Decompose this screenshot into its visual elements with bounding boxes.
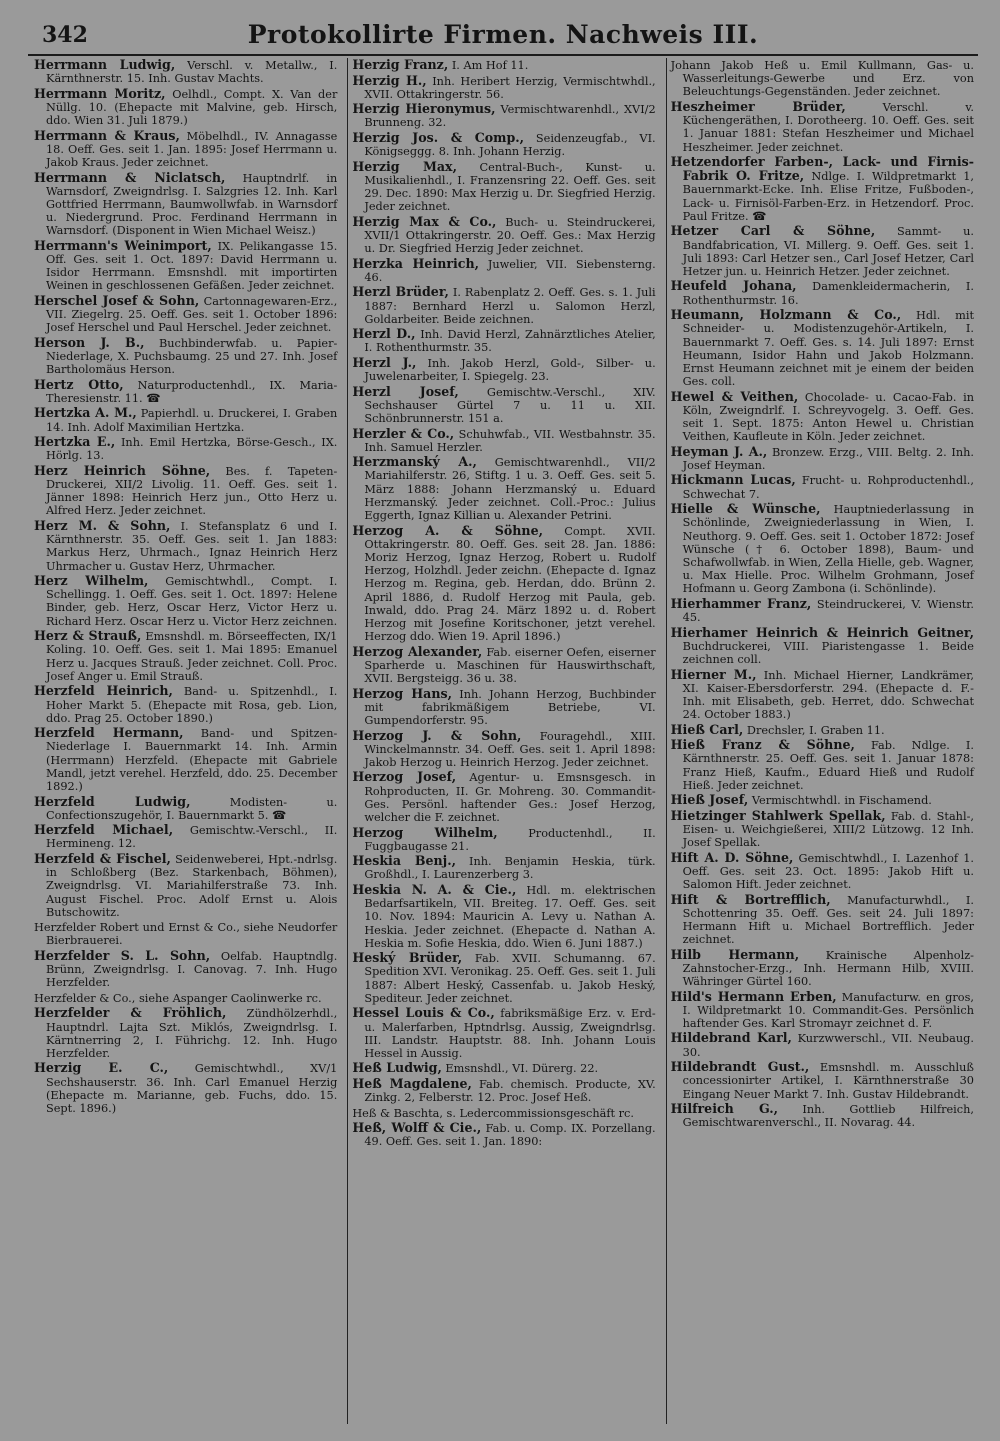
firm-name: Herzfeld & Fischel, [34, 850, 171, 866]
firm-details: Inh. Jakob Herzl, Gold-, Silber- u. Juwelenarbeiter, I. Spiegelg. 23. [364, 356, 656, 384]
directory-entry [671, 445, 974, 472]
directory-entry [671, 626, 974, 667]
firm-details: Compt. XVII. Ottakringerstr. 80. Oeff. Ges. seit 28. Jan. 1886: Moriz Herzog, Ignaz Herzog, Robert u. Rudolf Herzog, Holzhdl. Jeder zeichn. (Ehepacte d. Ignaz Herzog m. Regina, geb. Herdan, ddo. Brünn 2. April 1886, d. Rudolf Herzog mit Paula, geb. Inwald, ddo. Prag 24. März 1892 u. d. Robert Herzog mit Josefine Koritschoner, jetzt verehel. Herzog ddo. Wien 19. April 1896.) [364, 524, 656, 644]
firm-name: Herzog Alexander, [352, 643, 483, 659]
directory-entry [671, 851, 974, 892]
firm-name: Heszheimer Brüder, [670, 98, 846, 114]
firm-name: Herzig H., [352, 72, 427, 88]
firm-name: Herrmann & Niclatsch, [34, 169, 226, 185]
directory-entry [34, 435, 337, 462]
directory-entry [352, 427, 655, 454]
firm-name: Herzfelder S. L. Sohn, [34, 947, 211, 963]
directory-entry [352, 770, 655, 824]
firm-name: Hessel Louis & Co., [352, 1005, 495, 1021]
directory-entry [34, 684, 337, 725]
firm-details: Band- u. Spitzenhdl., I. Hoher Markt 5. (Ehepacte mit Rosa, geb. Lion, ddo. Prag 25. October 1890.) [46, 685, 338, 725]
firm-name: Herson J. B., [34, 334, 145, 350]
directory-entry [671, 100, 974, 154]
directory-entry [671, 390, 974, 444]
firm-details: Modisten- u. Confectionszugehör, I. Bauernmarkt 5. ☎ [46, 795, 338, 822]
directory-entry [352, 883, 655, 950]
directory-entry [352, 1006, 655, 1060]
firm-details: I. Am Hof 11. [451, 59, 529, 72]
firm-details: Naturproductenhdl., IX. Maria-Theresienstr. 11. ☎ [46, 378, 338, 405]
directory-entry [352, 1077, 655, 1104]
column-right [666, 58, 978, 1424]
firm-details: Oelfab. Hauptndlg. Brünn, Zweigndrlsg. I. Canovag. 7. Inh. Hugo Herzfelder. [46, 949, 338, 990]
firm-details: Vermischtwarenhdl., XVI/2 Brunneng. 32. [364, 103, 656, 130]
directory-entry [34, 949, 337, 990]
firm-details: fabriksmäßige Erz. v. Erd- u. Malerfarben, Hptndrlsg. Aussig, Zweigndrlsg. III. Landstr. Hauptstr. 88. Inh. Johann Louis Hessel in Aussig. [364, 1007, 656, 1060]
firm-name: Hetzendorfer Farben-, Lack- und Firnis-Fabrik O. Fritze, [670, 154, 974, 184]
directory-entry [352, 1106, 655, 1120]
directory-entry [34, 239, 337, 293]
firm-details: Zündhölzerhdl., Hauptndrl. Lajta Szt. Miklós, Zweigndrlsg. I. Kärntnerring 2, I. Führichg. 12. Inh. Hugo Herzfelder. [46, 1007, 338, 1060]
firm-details: Fab. XVII. Schumanng. 67. Spedition XVI. Veronikag. 25. Oeff. Ges. seit 1. Juli 1887: Albert Heský, Cassenfab. u. Jakob Heský, Spediteur. Jeder zeichnet. [364, 952, 656, 1005]
firm-details: Manufacturw. en gros, I. Wildpretmarkt 10. Commandit-Ges. Persönlich haftender Ges. Karl Stromayr zeichnet d. F. [682, 990, 974, 1030]
directory-entry [352, 356, 655, 383]
firm-details: Central-Buch-, Kunst- u. Musikalienhdl., I. Franzensring 22. Oeff. Ges. seit 29. Dec. 1890: Max Herzig u. Dr. Siegfried Herzig. Jeder zeichnet. [364, 160, 656, 214]
directory-entry [671, 1060, 974, 1101]
firm-name: Herrmann Moritz, [34, 85, 166, 101]
firm-name: Heß Magdalene, [352, 1075, 472, 1091]
firm-details: Hdl. m. elektrischen Bedarfsartikeln, VII. Breiteg. 17. Oeff. Ges. seit 10. Nov. 1894: Mauricin A. Levy u. Nathan A. Heskia. Jeder zeichnet. (Ehepacte d. Nathan A. Heskia m. Sofie Heskia, ddo. Wien 6. Juni 1887.) [364, 883, 656, 950]
firm-details: Juwelier, VII. Siebensterng. 46. [364, 257, 656, 284]
firm-details: Fab. d. Stahl-, Eisen- u. Weichgießerei, XIII/2 Lützowg. 12 Inh. Josef Spellak. [682, 809, 974, 850]
directory-entry [352, 854, 655, 881]
firm-name: Herzfeld Heinrich, [34, 683, 173, 699]
firm-name: Hertzka E., [34, 434, 116, 450]
directory-entry [34, 406, 337, 433]
directory-entry [352, 951, 655, 1005]
firm-details: I. Rabenplatz 2. Oeff. Ges. s. 1. Juli 1887: Bernhard Herzl u. Salomon Herzl, Goldarbeiter. Beide zeichnen. [364, 286, 656, 326]
firm-name: Hift A. D. Söhne, [670, 849, 794, 865]
firm-details: Hdl. mit Schneider- u. Modistenzugehör-Artikeln, I. Bauernmarkt 7. Oeff. Ges. s. 14. Juli 1897: Ernst Heumann, Isidor Hahn und Jakob Holzmann. Ernst Heumann zeichnet mit je einem der beiden Ges. coll. [682, 309, 974, 389]
firm-name: Herzog Josef, [352, 769, 457, 785]
firm-name: Hieß Franz & Söhne, [670, 737, 855, 753]
firm-details: Inh. Heribert Herzig, Vermischtwhdl., XVII. Ottakringerstr. 56. [364, 74, 656, 101]
firm-details: Herzfelder Robert und Ernst & Co., siehe Neudorfer Bierbrauerei. [34, 921, 338, 948]
directory-entry [34, 171, 337, 238]
firm-name: Herzfeld Hermann, [34, 725, 184, 741]
firm-name: Heskia N. A. & Cie., [352, 881, 517, 897]
directory-entry [34, 294, 337, 335]
firm-name: Heß Ludwig, [352, 1060, 442, 1076]
firm-details: Papierhdl. u. Druckerei, I. Graben 14. Inh. Adolf Maximilian Hertzka. [46, 407, 338, 434]
directory-entry [34, 129, 337, 170]
column-middle [347, 58, 659, 1424]
directory-entry [671, 473, 974, 500]
firm-name: Heský Brüder, [352, 950, 463, 966]
firm-name: Herzfelder & Fröhlich, [34, 1005, 227, 1021]
firm-details: Emsnshdl. m. Ausschluß concessionirter Artikel, I. Kärnthnerstraße 30 Eingang Neuer Markt 7. Inh. Gustav Hildebrandt. [682, 1061, 974, 1101]
firm-name: Herz M. & Sohn, [34, 517, 171, 533]
column-left [30, 58, 341, 1424]
directory-entry [352, 131, 655, 158]
directory-entry [352, 455, 655, 522]
firm-name: Herz Heinrich Söhne, [34, 462, 211, 478]
firm-details: Emsnshdl., VI. Dürerg. 22. [445, 1062, 599, 1076]
firm-details: Vermischtwhdl. in Fischamend. [751, 794, 932, 808]
firm-details: Hauptndrlf. in Warnsdorf, Zweigndrlsg. I. Salzgries 12. Inh. Karl Gottfried Herrmann, Baumwollwfab. in Warnsdorf u. Niedergrund. Proc. Ferdinand Herrmann in Warnsdorf. (Disponent in Wien Michael Weisz.) [46, 171, 338, 238]
firm-name: Herzfeld Ludwig, [34, 793, 191, 809]
firm-name: Herschel Josef & Sohn, [34, 292, 200, 308]
firm-name: Heß, Wolff & Cie., [352, 1120, 482, 1136]
firm-name: Herzler & Co., [352, 425, 455, 441]
firm-name: Herzig Jos. & Comp., [352, 129, 525, 145]
firm-details: Seidenzeugfab., VI. Königseggg. 8. Inh. Johann Herzig. [364, 131, 656, 159]
firm-name: Hilb Hermann, [670, 946, 800, 962]
directory-entry [671, 948, 974, 989]
directory-entry [671, 308, 974, 388]
firm-name: Herzka Heinrich, [352, 255, 479, 271]
firm-details: Ndlge. I. Wildpretmarkt 1, Bauernmarkt-Ecke. Inh. Elise Fritze, Fußboden-, Lack- u. Firnisöl-Farben-Erz. in Hetzendorf. Proc. Paul Fritze. ☎ [682, 170, 974, 223]
firm-details: Fouragehdl., XIII. Winckelmannstr. 34. Oeff. Ges. seit 1. April 1898: Jakob Herzog u. Heinrich Herzog. Jeder zeichnet. [364, 729, 656, 769]
firm-name: Hickmann Lucas, [670, 472, 796, 488]
running-title: Protokollirte Firmen. Nachweis III. [247, 20, 759, 49]
directory-entry [671, 990, 974, 1031]
directory-entry [671, 668, 974, 722]
firm-details: Cartonnagewaren-Erz., VII. Ziegelrg. 25. Oeff. Ges. seit 1. October 1896: Josef Herschel und Paul Herschel. Jeder zeichnet. [46, 294, 338, 335]
firm-details: Verschl. v. Metallw., I. Kärnthnerstr. 15. Inh. Gustav Machts. [46, 59, 338, 86]
firm-name: Herzog J. & Sohn, [352, 727, 522, 743]
firm-details: Schuhwfab., VII. Westbahnstr. 35. Inh. Samuel Herzler. [364, 427, 656, 454]
directory-entry [352, 257, 655, 284]
firm-name: Herz & Strauß, [34, 628, 142, 644]
directory-entry [34, 823, 337, 850]
firm-name: Heufeld Johana, [670, 278, 797, 294]
firm-details: Productenhdl., II. Fuggbaugasse 21. [364, 826, 656, 853]
firm-details: Manufacturwhdl., I. Schottenring 35. Oeff. Ges. seit 24. Juli 1897: Hermann Hift u. Michael Bortrefflich. Jeder zeichnet. [682, 893, 974, 947]
firm-name: Hertz Otto, [34, 376, 124, 392]
firm-name: Herzog Hans, [352, 685, 452, 701]
firm-details: Bes. f. Tapeten-Druckerei, XII/2 Livolig. 11. Oeff. Ges. seit 1. Jänner 1898: Heinrich Herz jun., Otto Herz u. Alfred Herz. Jeder zeichnet. [46, 464, 338, 518]
directory-entry [34, 852, 337, 919]
firm-name: Herrmann Ludwig, [34, 58, 176, 72]
firm-name: Hift & Bortrefflich, [670, 891, 831, 907]
directory-entry [34, 336, 337, 377]
firm-details: Inh. Emil Hertzka, Börse-Gesch., IX. Hörlg. 13. [46, 436, 338, 463]
firm-details: Bronzew. Erzg., VIII. Beltg. 2. Inh. Josef Heyman. [682, 445, 974, 472]
firm-details: Hauptniederlassung in Schönlinde, Zweigniederlassung in Wien, I. Neuthorg. 9. Oeff. Ges. seit 1. October 1872: Josef Wünsche († 6. October 1898), Baum- und Schafwollwfab. in Wien, Zella Hielle, geb. Wagner, u. Max Hielle. Proc. Wilhelm Grohmann, Josef Hofmann u. Georg Zambona (i. Schönlinde). [682, 503, 974, 596]
page-header [28, 14, 978, 56]
firm-name: Herzl J., [352, 354, 417, 370]
firm-details: Agentur- u. Emsnsgesch. in Rohproducten, II. Gr. Mohreng. 30. Commandit-Ges. Persönl. haftender Ges.: Josef Herzog, welcher die F. zeichnet. [364, 771, 656, 825]
firm-name: Hertzka A. M., [34, 405, 137, 421]
firm-name: Herzl D., [352, 326, 416, 342]
firm-details: Inh. Benjamin Heskia, türk. Großhdl., I. Laurenzerberg 3. [364, 855, 656, 882]
firm-details: Frucht- u. Rohproductenhdl., Schwechat 7. [682, 474, 974, 501]
firm-details: Seidenweberei, Hpt.-ndrlsg. in Schloßberg (Bez. Starkenbach, Böhmen), Zweigndrlsg. VI. Mariahilferstraße 73. Inh. August Fischel. Proc. Adolf Ernst u. Alois Butschowitz. [46, 852, 338, 919]
firm-name: Herrmann & Kraus, [34, 127, 180, 143]
firm-details: Fab. eiserner Oefen, eiserner Sparherde u. Maschinen für Hauswirthschaft, XVII. Bergsteigg. 36 u. 38. [364, 645, 656, 686]
firm-details: Herzfelder & Co., siehe Aspanger Caolinwerke rc. [34, 991, 322, 1005]
directory-entry [671, 809, 974, 850]
directory-entry [34, 920, 337, 947]
firm-name: Hetzer Carl & Söhne, [670, 223, 876, 239]
firm-name: Herzig Hieronymus, [352, 101, 496, 117]
firm-name: Hewel & Veithen, [670, 388, 799, 404]
firm-name: Hierhammer Franz, [670, 595, 812, 611]
firm-details: Inh. Michael Hierner, Landkrämer, XI. Kaiser-Ebersdorferstr. 294. (Ehepacte d. F.-Inh. mit Elisabeth, geb. Herret, ddo. Schwechat 24. October 1883.) [682, 668, 974, 722]
firm-details: Sammt- u. Bandfabrication, VI. Millerg. 9. Oeff. Ges. seit 1. Juli 1893: Carl Hetzer sen., Carl Josef Hetzer, Carl Hetzer jun. u. Heinrich Hetzer. Jeder zeichnet. [682, 225, 974, 278]
directory-entry [352, 524, 655, 644]
directory-entry [671, 597, 974, 624]
directory-entry [352, 102, 655, 129]
firm-name: Herzmanský A., [352, 454, 477, 470]
firm-details: Fab. chemisch. Producte, XV. Zinkg. 2, Felberstr. 12. Proc. Josef Heß. [364, 1077, 656, 1105]
directory-entry [671, 279, 974, 306]
firm-name: Heyman J. A., [670, 443, 768, 459]
directory-entry [34, 795, 337, 822]
directory-entry [352, 160, 655, 214]
firm-name: Herrmann's Weinimport, [34, 237, 212, 253]
firm-details: Buch- u. Steindruckerei, XVII/1 Ottakringerstr. 20. Oeff. Ges.: Max Herzig u. Dr. Siegfried Herzig Jeder zeichnet. [364, 215, 656, 256]
directory-entry [671, 1031, 974, 1058]
firm-name: Heumann, Holzmann & Co., [670, 307, 902, 323]
directory-entry [352, 215, 655, 256]
firm-name: Hildebrand Karl, [670, 1030, 792, 1046]
firm-details: Heß & Baschta, s. Ledercommissionsgeschäft rc. [352, 1106, 634, 1120]
directory-entry [34, 378, 337, 405]
firm-details: Verschl. v. Küchengeräthen, I. Dorotheerg. 10. Oeff. Ges. seit 1. Januar 1881: Stefan Heszheimer und Michael Heszheimer. Jeder zeichnet. [682, 100, 974, 154]
directory-entry [34, 519, 337, 573]
firm-details: Fab. Ndlge. I. Kärnthnerstr. 25. Oeff. Ges. seit 1. Januar 1878: Franz Hieß, Kaufm., Eduard Hieß und Rudolf Hieß. Jeder zeichnet. [682, 739, 974, 792]
firm-name: Herzig Franz, [352, 58, 449, 72]
directory-entry [671, 723, 974, 737]
firm-details: Gemischtw.-Verschl., II. Hermineng. 12. [46, 824, 338, 851]
firm-details: Fab. u. Comp. IX. Porzellang. 49. Oeff. Ges. seit 1. Jan. 1890: [364, 1122, 656, 1149]
firm-name: Hietzinger Stahlwerk Spellak, [670, 807, 886, 823]
directory-entry [671, 893, 974, 947]
firm-details: Chocolade- u. Cacao-Fab. in Köln, Zweigndrlf. I. Schreyvogelg. 3. Oeff. Ges. seit 1. Sept. 1875: Anton Hewel u. Christian Veithen, Kaufleute in Köln. Jeder zeichnet. [682, 390, 974, 444]
firm-name: Herzig E. C., [34, 1060, 169, 1076]
directory-entry [352, 1121, 655, 1148]
directory-entry [34, 991, 337, 1005]
directory-entry [34, 1061, 337, 1115]
firm-details: Gemischtwhdl., I. Lazenhof 1. Oeff. Ges. seit 23. Oct. 1895: Jakob Hift u. Salomon Hift. Jeder zeichnet. [682, 851, 974, 892]
firm-details: Emsnshdl. m. Börseeffecten, IX/1 Koling. 10. Oeff. Ges. seit 1. Mai 1895: Emanuel Herz u. Jacques Strauß. Jeder zeichnet. Coll. Proc. Josef Anger u. Emil Strauß. [46, 630, 338, 683]
firm-name: Herzl Brüder, [352, 284, 449, 300]
firm-details: Inh. Gottlieb Hilfreich, Gemischtwarenverschl., II. Novarag. 44. [682, 1103, 974, 1130]
firm-name: Herzig Max & Co., [352, 213, 497, 229]
firm-details: Kurzwwerschl., VII. Neubaug. 30. [682, 1032, 974, 1059]
firm-name: Heskia Benj., [352, 853, 456, 869]
directory-entry [352, 1061, 655, 1075]
firm-details: Inh. David Herzl, Zahnärztliches Atelier, I. Rothenthurmstr. 35. [364, 328, 656, 355]
directory-entry [34, 464, 337, 518]
page-number: 342 [42, 22, 88, 48]
directory-entry [352, 74, 655, 101]
firm-details: Gemischtwhdl., XV/1 Sechshauserstr. 36. Inh. Carl Emanuel Herzig (Ehepacte m. Marianne, geb. Fuchs, ddo. 15. Sept. 1896.) [46, 1062, 338, 1116]
directory-entry [671, 1102, 974, 1129]
directory-entry [671, 502, 974, 595]
firm-details: Möbelhdl., IV. Annagasse 18. Oeff. Ges. seit 1. Jan. 1895: Josef Herrmann u. Jakob Kraus. Jeder zeichnet. [46, 129, 338, 170]
firm-name: Herzog Wilhelm, [352, 824, 498, 840]
directory-entry [352, 285, 655, 326]
directory-entry [34, 574, 337, 628]
directory-entry [352, 645, 655, 686]
firm-name: Hild's Hermann Erben, [670, 988, 837, 1004]
firm-name: Hierner M., [670, 666, 757, 682]
entry-columns [30, 58, 978, 1424]
directory-entry [671, 58, 974, 99]
directory-entry [671, 738, 974, 792]
firm-name: Herzig Max, [352, 158, 457, 174]
firm-details: Buchdruckerei, VIII. Piaristengasse 1. Beide zeichnen coll. [682, 639, 974, 666]
directory-entry [352, 687, 655, 728]
firm-details: Buchbinderwfab. u. Papier-Niederlage, X. Puchsbaumg. 25 und 27. Inh. Josef Bartholomäus Herson. [46, 336, 338, 377]
directory-entry [34, 87, 337, 128]
directory-entry [352, 826, 655, 853]
directory-entry [671, 793, 974, 807]
firm-details: Gemischtw.-Verschl., XIV. Sechshauser Gürtel 7 u. 11 u. XII. Schönbrunnerstr. 151 a. [364, 385, 656, 426]
directory-entry [671, 224, 974, 278]
firm-details: Gemischtwhdl., Compt. I. Schellingg. 1. Oeff. Ges. seit 1. Oct. 1897: Helene Binder, geb. Herz, Oscar Herz, Victor Herz u. Richard Herz. Oscar Herz u. Victor Herz zeichnen. [46, 575, 338, 628]
directory-entry [671, 155, 974, 223]
directory-entry [34, 58, 337, 85]
firm-details: Damenkleidermacherin, I. Rothenthurmstr. 16. [682, 280, 974, 307]
firm-name: Hierhamer Heinrich & Heinrich Geitner, [670, 624, 974, 640]
directory-entry [34, 726, 337, 793]
firm-details: Johann Jakob Heß u. Emil Kullmann, Gas- u. Wasserleitungs-Gewerbe und Erz. von Beleuchtungs-Gegenständen. Jeder zeichnet. [670, 59, 974, 99]
directory-entry [34, 629, 337, 683]
firm-name: Hielle & Wünsche, [670, 501, 821, 517]
firm-details: I. Stefansplatz 6 und I. Kärnthnerstr. 35. Oeff. Ges. seit 1. Jan 1883: Markus Herz, Uhrmach., Ignaz Heinrich Herz Uhrmacher u. Gustav Herz, Uhrmacher. [46, 519, 338, 573]
directory-entry [352, 729, 655, 770]
firm-name: Herzl Josef, [352, 383, 459, 399]
firm-details: Inh. Johann Herzog, Buchbinder mit fabrikmäßigem Betriebe, VI. Gumpendorferstr. 95. [364, 687, 656, 727]
firm-details: Band- und Spitzen-Niederlage I. Bauernmarkt 14. Inh. Armin (Herrmann) Herzfeld. (Ehepacte mit Gabriele Mandl, jetzt verehel. Herzfeld, ddo. 25. December 1892.) [46, 727, 338, 794]
firm-name: Herz Wilhelm, [34, 573, 149, 589]
firm-name: Hieß Josef, [670, 792, 749, 808]
firm-name: Hieß Carl, [670, 721, 744, 737]
firm-name: Hilfreich G., [670, 1101, 779, 1117]
firm-details: Steindruckerei, V. Wienstr. 45. [682, 597, 974, 625]
directory-entry [34, 1006, 337, 1060]
directory-entry [352, 385, 655, 426]
firm-details: Oelhdl., Compt. X. Van der Nüllg. 10. (Ehepacte mit Malvine, geb. Hirsch, ddo. Wien 31. Juli 1879.) [46, 87, 338, 128]
firm-details: IX. Pelikangasse 15. Off. Ges. seit 1. Oct. 1897: David Herrmann u. Isidor Herrmann. Emsnshdl. mit importirten Weinen in geschlossenen Gefäßen. Jeder zeichnet. [46, 239, 338, 293]
directory-entry [352, 327, 655, 354]
firm-details: Drechsler, I. Graben 11. [746, 723, 885, 737]
firm-name: Herzog A. & Söhne, [352, 522, 543, 538]
firm-details: Krainische Alpenholz-Zahnstocher-Erzg., Inh. Hermann Hilb, XVIII. Währinger Gürtel 160. [682, 948, 974, 989]
firm-details: Gemischtwarenhdl., VII/2 Mariahilferstr. 26, Stiftg. 1 u. 3. Oeff. Ges. seit 5. März 1888: Johann Herzmanský u. Eduard Herzmanský. Jeder zeichnet. Coll.-Proc.: Julius Eggerth, Ignaz Killian u. Alexander Petrini. [364, 456, 656, 523]
directory-entry [352, 58, 655, 72]
firm-name: Hildebrandt Gust., [670, 1059, 810, 1075]
firm-name: Herzfeld Michael, [34, 822, 174, 838]
